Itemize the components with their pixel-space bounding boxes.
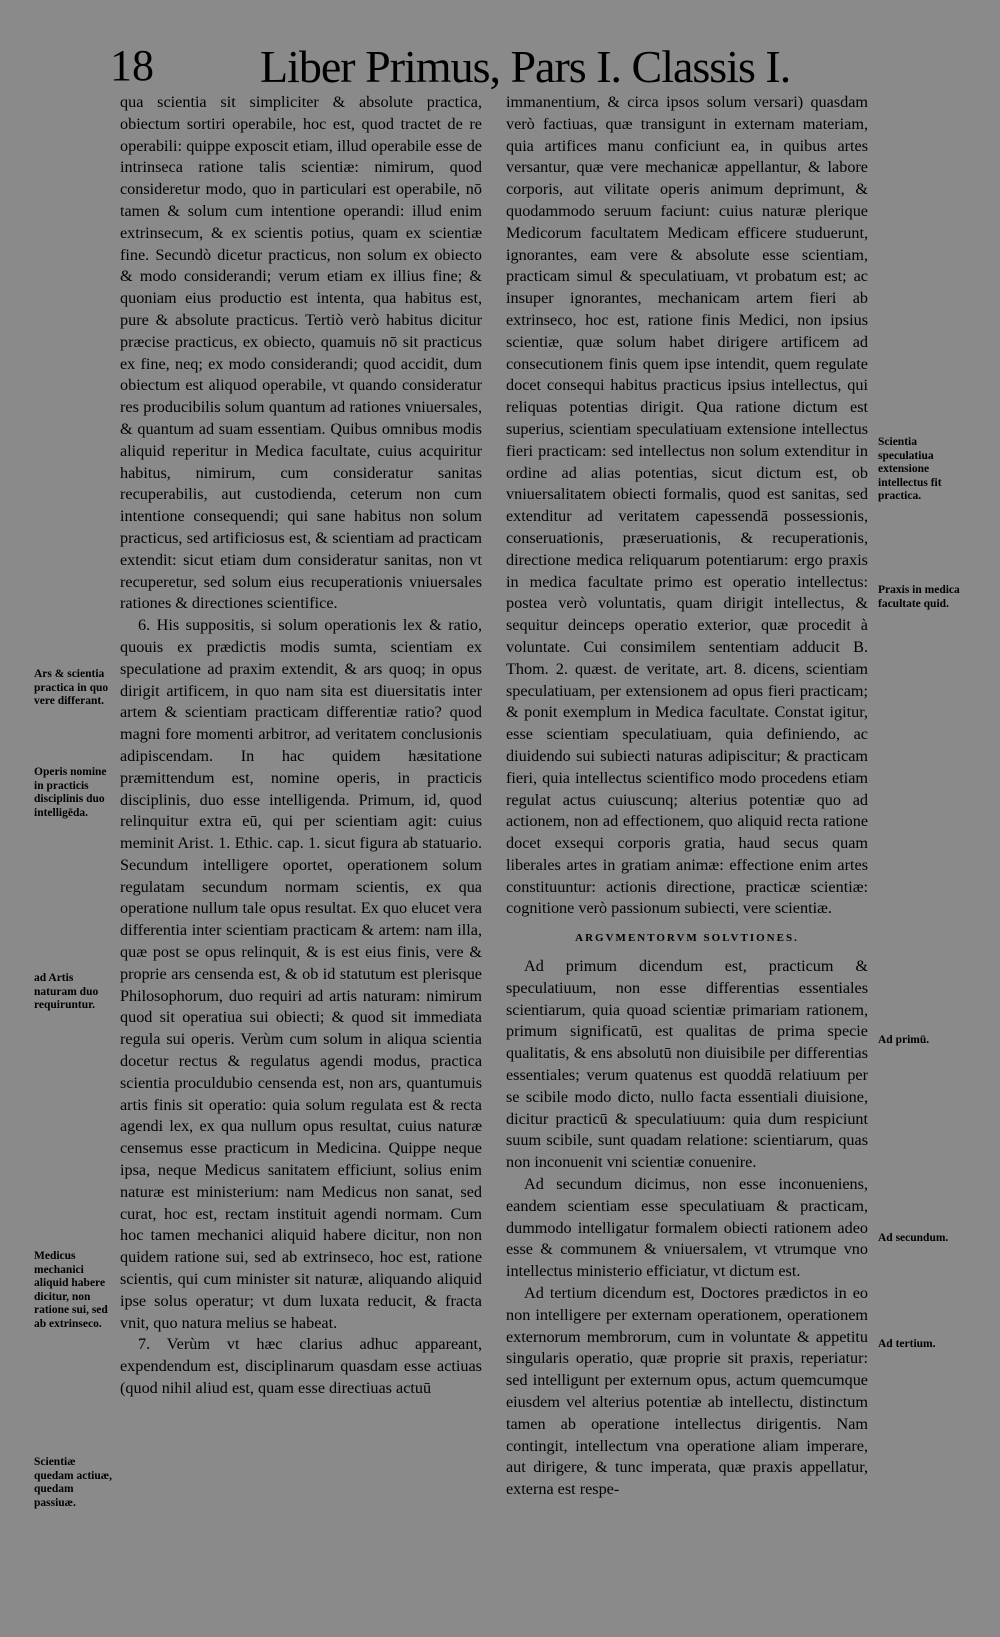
left-column [120,92,482,1400]
page-header [110,40,970,98]
paragraph: 6. His suppositis, si solum operationis lex & ratio, quouis ex prædictis modis sumta, scientiam ex speculatione ad praxim extendit, & ars quoq; in opus dirigit artificem, in quo nam sita est diuersitatis inter artem & scientiam practicam differentiæ ratio? quod magni fore momenti arbitror, ad veritatem conclusionis adipiscendam. In hac quidem hæsitatione præmittendum est, nomine operis, in practicis disciplinis, duo esse intelligenda. Primum, id, quod relinquitur extra eū, qui per scientiam agit: cuius meminit Arist. 1. Ethic. cap. 1. sicut figura ab statuario. Secundum intelligere oportet, operationem solum regulatam secundum normam scientis, ex qua operatione nullum tale opus resultat. Ex quo elucet vera differentia inter scientiam practicam & artem: nam illa, quæ post se opus relinquit, & is est eius finis, vere & proprie ars censenda est, & ob id statutum est plerisque Philosophorum, duo requiri ad artis naturam: nimirum quod sit operatiua sui obiecti; & quod sit immediata regula sui operis. Verùm cum solum in aliqua scientia docetur rectus & regulatus agendi modus, practica scientia proculdubio censenda est, non ars, quantumuis artis finis sit operatio: quia solum regulata est & recta agendi lex, ex qua nullum opus resultat, cuius naturæ censemus esse practicum in Medicina. Quippe neque ipsa, neque Medicus sanitatem efficiunt, solius enim naturæ est ministerium: nam Medicus non sanat, sed curat, hoc est, rectam instituit agendi normam. Cum hoc tamen mechanici aliquid habere dicitur, non non quidem ratione sui, sed ab extrinseco, hoc est, ratione scientis, qui cum minister sit naturæ, aliquando aliquid ipse solus operatur; vt dum luxata reducit, & fracta vnit, quo natura melius se habeat. [120,616,482,1332]
solution-paragraph: Ad secundum dicimus, non esse inconueniens, eandem scientiam esse speculatiuam & practicam, dummodo intelligatur formalem obiecti rationem adeo esse & communem & vniuersalem, vt vtrumque vno intellectus ministerio efficiatur, vt dictum est. [506,1175,868,1281]
margin-note: Scientia speculatiua extensione intellectus fit practica. [878,436,942,502]
margin-note: Operis nomine in practicis disciplinis duo intelligēda. [34,766,107,819]
margin-note: Ars & scientia practica in quo vere differant. [34,668,109,707]
solution-paragraph: Ad primum dicendum est, practicum & speculatiuum, non esse differentias essentiales scientiarum, quia quoad scientiæ primariam rationem, primum significatū, est qualitas de prima specie qualitatis, & ens absolutū non diuisibile per differentias essentiales; verum quatenus est quoddā relatiuum per se scibile modo dicto, nullo facta essentiali diuisione, dicitur practicū & speculatiuum: quia dum respiciunt suum scibile, sunt quadam relatione: scientiarum, quas non inconuenit vni scientiæ conuenire. [506,957,868,1172]
margin-note: Ad primū. [878,1034,930,1046]
right-column [506,92,868,1501]
paragraph: immanentium, & circa ipsos solum versari) quasdam verò factiuas, quæ transigunt in externam materiam, quia artifices manu conficiunt ea, in quibus artes versantur, quæ vere mechanicæ appellantur, & labore corporis, aut vilitate operis animum deprimunt, & quodammodo seruum faciunt: cuius naturæ plerique Medicorum facultatem Medicam efficere studuerunt, ignorantes, eam vere & absolute esse scientiam, practicam simul & speculatiuam, vt probatum est; ac insuper ignorantes, mechanicam artem fieri ab extrinseco, hoc est, ratione finis Medici, non ipsius scientiæ, quæ solum habet dirigere artificem ad consecutionem finis quem ipse intendit, quem regulate docet consequi habitus practicus ipsius intellectus, qui reliquas potentias dirigit. Qua ratione dictum est superius, scientiam speculatiuam extensione intellectus fieri practicam: sed intellectus non solum extenditur in ordine ad alias potentias, sicut dictum est, ob vniuersalitatem obiecti formalis, quod est sanitas, sed extenditur ad veritatem capessendā possessionis, conseruationis, præseruationis, & recuperationis, directione medica reliquarum potentiarum: ergo praxis in medica facultate primo est operatio intellectus: postea verò voluntatis, quam dirigit intellectus, & sequitur deinceps operatio exterior, quæ procedit à voluntate. Cui consimilem sententiam adducit B. Thom. 2. quæst. de veritate, art. 8. dicens, scientiam speculatiuam, per extensionem ad opus fieri practicam; & ponit exemplum in Medica facultate. Constat igitur, esse scientiam speculatiuam, quia definiendo, ac diuidendo sui subiecti naturas adipiscitur; & practicam fieri, quia intellectus scientifico modo procedens etiam regulat actus cuiuscunq; alterius potentiæ quo ad actionem, non ad effectionem, quo aliquid recta ratione docet exsequi corporis gratia, haud secus quam liberales artes in gratiam animæ: effectione enim artes constituuntur: actionis directione, practicæ scientiæ: cognitione verò passionum subiecti, vere scientiæ. [506,93,868,918]
running-head: Liber Primus, Pars I. Classis I. [260,41,791,92]
margin-note: Praxis in medica facultate quid. [878,584,960,610]
paragraph: 7. Verùm vt hæc clarius adhuc appareant, expendendum est, disciplinarum quasdam esse actiuas (quod nihil aliud est, quam esse directiuas actuū [120,1335,482,1398]
margin-note: Ad tertium. [878,1338,936,1350]
page-number: 18 [110,41,154,90]
margin-note: Medicus mechanici aliquid habere dicitur, non ratione sui, sed ab extrinseco. [34,1250,108,1330]
solution-paragraph: Ad tertium dicendum est, Doctores prædictos in eo non intelligere per externam operationem, operationem externorum membrorum, cum in voluntate & appetitu singularis operatio, quæ proprie sit praxis, reperiatur: sed intelligunt per externum opus, actum quemcumque eiusdem vel alterius potentiæ ab intellectu, distinctum tamen ab operatione intellectus dirigentis. Nam contingit, intellectum vna operatione aliam imperare, aut dirigere, & tunc imperata, quæ praxis appellatur, externa est respe- [506,1284,868,1499]
margin-note: Ad secundum. [878,1232,949,1244]
margin-note: Scientiæ quedam actiuæ, quedam passiuæ. [34,1456,112,1509]
paragraph: qua scientia sit simpliciter & absolute practica, obiectum sortiri operabile, hoc est, quod tractet de re operabili: quippe exposcit etiam, illud operabile esse de intrinseca ratione talis scientiæ: nimirum, quod consideretur modo, quo in particulari est operabile, nō tamen & solum cum intentione operandi: illud enim extrinsecum, & ex scientis potius, quam ex scientiæ fine. Secundò dicetur practicus, non solum ex obiecto & modo considerandi; verum etiam ex illius fine; & quoniam eius productio est intenta, qua habitus est, pure & absolute practicus. Tertiò verò habitus dicitur præcise practicus, ex obiecto, quamuis nō sit practicus ex fine, neq; ex modo considerandi; quod accidit, dum obiectum est aliquod operabile, vt quando consideratur res producibilis solum quantum ad rationes vniuersales, & quantum ad suam essentiam. Quibus omnibus modis aliquid reperitur in Medica facultate, cuius acquiritur habitus, nimirum, cum consideratur sanitas recuperabilis, aut custodienda, ceterum non cum intentione consequendi; qui sane habitus non solum practicus, sed artificiosus est, & scientiam ad practicam extendit: sicut etiam dum consideratur sanitas, non vt recuperetur, sed solum eius recuperationis vniuersales rationes & directiones scientifice. [120,93,482,613]
margin-note: ad Artis naturam duo requiruntur. [34,972,99,1011]
section-heading: ARGVMENTORVM SOLVTIONES. [575,932,799,945]
